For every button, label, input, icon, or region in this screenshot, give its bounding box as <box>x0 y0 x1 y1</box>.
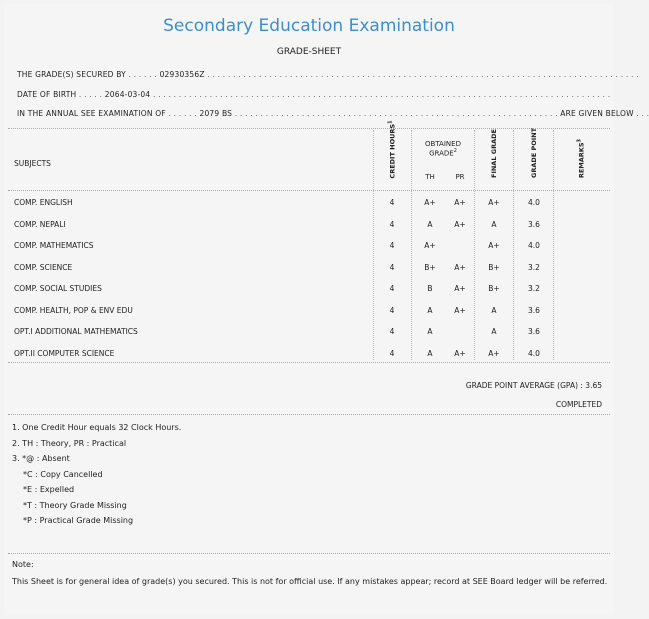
final-grade-cell: A+ <box>488 348 500 358</box>
header-subjects: SUBJECTS <box>14 159 51 168</box>
th-grade-cell: A <box>427 348 433 358</box>
footer-note-label: Note: <box>12 560 34 569</box>
th-grade-cell: A <box>427 327 433 336</box>
credit-hours-cell: 4 <box>389 241 395 250</box>
divider <box>8 190 610 191</box>
credit-hours-cell: 4 <box>389 284 395 293</box>
note-item: *C : Copy Cancelled <box>23 469 103 479</box>
grade-point-cell: 3.2 <box>528 284 540 293</box>
final-grade-cell: A+ <box>488 198 500 207</box>
subject-name: COMP. HEALTH, POP & ENV EDU <box>14 305 133 315</box>
divider <box>411 130 412 360</box>
final-grade-cell: A <box>491 219 497 229</box>
header-pr: PR <box>455 173 465 181</box>
note-item: 2. TH : Theory, PR : Practical <box>12 438 127 448</box>
pr-grade-cell: A+ <box>454 198 466 207</box>
subject-name: COMP. MATHEMATICS <box>14 241 94 250</box>
grade-point-cell: 3.6 <box>528 305 540 315</box>
pr-grade-cell: A+ <box>454 262 466 272</box>
final-grade-cell: B+ <box>488 284 500 293</box>
th-grade-cell: A+ <box>424 241 436 250</box>
grade-sheet <box>4 4 649 615</box>
page-subtitle: GRADE-SHEET <box>276 47 342 57</box>
credit-hours-cell: 4 <box>389 348 395 358</box>
footer-note-text: This Sheet is for general idea of grade(s) you secured. This is not for official use. If any mistakes appear; record at SEE Board ledger will be referred. <box>12 577 608 586</box>
final-grade-cell: B+ <box>488 262 500 272</box>
subject-name: COMP. SCIENCE <box>14 262 73 272</box>
status-badge: COMPLETED <box>555 400 602 409</box>
subject-name: OPT.I ADDITIONAL MATHEMATICS <box>14 327 138 336</box>
pr-grade-cell: A+ <box>454 219 466 229</box>
subject-name: COMP. NEPALI <box>14 219 66 229</box>
header-th: TH <box>425 173 435 181</box>
th-grade-cell: A+ <box>424 198 436 207</box>
credit-hours-cell: 4 <box>389 327 395 336</box>
grade-point-cell: 4.0 <box>528 241 540 250</box>
page-title: Secondary Education Examination <box>163 16 455 36</box>
subject-name: COMP. SOCIAL STUDIES <box>14 284 102 293</box>
credit-hours-cell: 4 <box>389 219 395 229</box>
grade-point-cell: 3.6 <box>528 219 540 229</box>
header-final-grade: FINAL GRADE <box>490 129 498 178</box>
divider <box>8 553 610 554</box>
grade-point-cell: 3.2 <box>528 262 540 272</box>
divider <box>8 414 610 415</box>
subject-name: OPT.II COMPUTER SCIENCE <box>14 348 115 358</box>
th-grade-cell: A <box>427 305 433 315</box>
header-grade-point: GRADE POINT <box>530 127 538 178</box>
note-item: 3. *@ : Absent <box>12 454 70 463</box>
pr-grade-cell: A+ <box>454 348 466 358</box>
exam-line: IN THE ANNUAL SEE EXAMINATION OF . . . . . . 2079 BS . . . . . . . . . . . . . . . . . . . . . . . . . . . . . . . . . . . . . . . . . . . . . . . . . . . . . . . . . . . . . . . ARE GIVEN BELOW . . . <box>17 109 649 118</box>
divider <box>553 130 554 360</box>
divider <box>513 130 514 360</box>
credit-hours-cell: 4 <box>389 305 395 315</box>
final-grade-cell: A <box>491 305 497 315</box>
pr-grade-cell: A+ <box>454 305 466 315</box>
dob-line: DATE OF BIRTH . . . . . 2064-03-04 . . . . . . . . . . . . . . . . . . . . . . . . . . . . . . . . . . . . . . . . . . . . . . . . . . . . . . . . . . . . . . . . . . . . . . . . . . . . . . . . . . . . . . . . . <box>17 90 611 99</box>
note-item: *E : Expelled <box>23 485 75 494</box>
final-grade-cell: A <box>491 327 497 336</box>
exam-value: 2079 BS <box>199 109 233 118</box>
divider <box>8 362 610 363</box>
gpa-value: GRADE POINT AVERAGE (GPA) : 3.65 <box>465 381 602 390</box>
note-item: 1. One Credit Hour equals 32 Clock Hours. <box>12 423 182 432</box>
grade-point-cell: 4.0 <box>528 198 540 207</box>
divider <box>8 128 610 129</box>
symbol-number: 02930356Z <box>159 70 205 79</box>
dob-value: 2064-03-04 <box>104 90 151 99</box>
divider <box>373 130 374 360</box>
grade-point-cell: 3.6 <box>528 327 540 336</box>
th-grade-cell: B <box>427 284 433 293</box>
grade-point-cell: 4.0 <box>528 348 540 358</box>
note-item: *T : Theory Grade Missing <box>23 500 127 510</box>
final-grade-cell: A+ <box>488 241 500 250</box>
header-obtained-grade: OBTAINED GRADE$^2$ <box>425 140 461 158</box>
divider <box>474 130 475 360</box>
note-item: *P : Practical Grade Missing <box>23 516 134 525</box>
credit-hours-cell: 4 <box>389 262 395 272</box>
header-remarks: REMARKS$^3$ <box>576 139 586 179</box>
pr-grade-cell: A+ <box>454 284 466 293</box>
notes-list <box>12 420 181 529</box>
subject-name: COMP. ENGLISH <box>14 198 73 207</box>
secured-by-line: THE GRADE(S) SECURED BY . . . . . . 02930356Z . . . . . . . . . . . . . . . . . . . . . . . . . . . . . . . . . . . . . . . . . . . . . . . . . . . . . . . . . . . . . . . . . . . . . . . . . . . . . . . . . . . . <box>17 70 639 79</box>
th-grade-cell: A <box>427 219 433 229</box>
th-grade-cell: B+ <box>424 262 436 272</box>
credit-hours-cell: 4 <box>389 198 395 207</box>
header-credit-hours: CREDIT HOURS$^1$ <box>387 120 397 179</box>
